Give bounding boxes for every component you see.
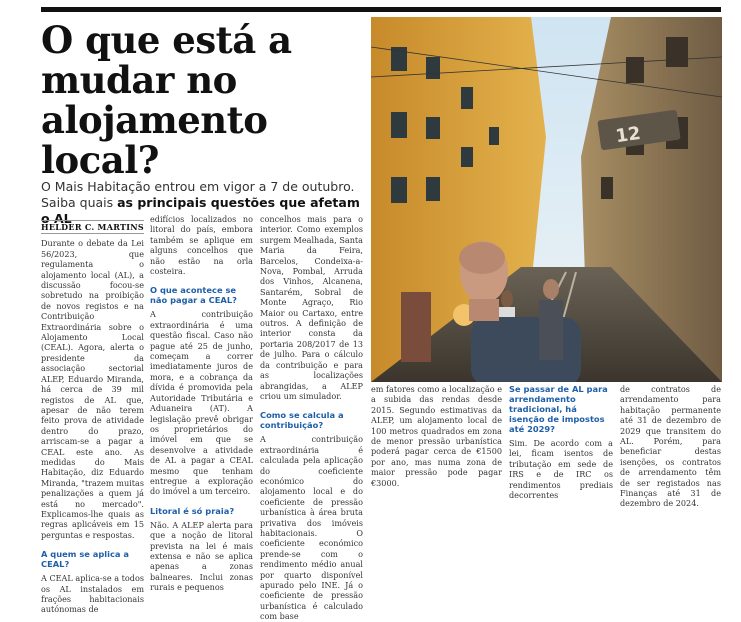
answer-paragraph: A contribuição extraordinária é uma questão fiscal. Caso não pague até 25 de junho, começam a correr imediatamente juros de mora, e a cobrança da dívida é promovida pela Autoridade Tributária e Aduaneira (AT). A legislação prevê obrigar os proprietários do imóvel em que se desenvolve a atividade de AL a pagar a CEAL mesmo que tenham entregue a exploração do imóvel a um terceiro. bbox=[150, 309, 253, 497]
top-rule bbox=[41, 7, 721, 12]
lead-emphasis: as principais questões que afetam o AL bbox=[41, 195, 360, 226]
body-paragraph: em fatores como a localização e a subida das rendas desde 2015. Segundo estimativas da ALEP, um alojamento local de 100 metros quadrados em zona de menor pressão urbanística poderá pagar cerca de €1500 por ano, mas numa zona de maior pressão pode pagar €3000. bbox=[371, 384, 502, 488]
question-heading: O que acontece se não pagar a CEAL? bbox=[150, 285, 237, 306]
article-column-6 bbox=[620, 384, 721, 509]
question-heading: Litoral é só praia? bbox=[150, 505, 235, 516]
article-column-4 bbox=[371, 384, 502, 488]
article-column-1 bbox=[41, 220, 144, 615]
byline: HELDER C. MARTINS bbox=[41, 220, 144, 234]
intro-paragraph: Durante o debate da Lei 56/2023, que regulamenta o alojamento local (AL), a discussão focou-se sobretudo na proibição de novos registos e na Contribuição Extraordinária sobre o Alojamento Local (CEAL). Agora, alerta o presidente da associação sectorial ALEP, Eduardo Miranda, há cerca de 39 mil registos de AL que, apesar de não terem feito prova de atividade dentro do prazo, arriscam-se a pagar a CEAL este ano. As medidas do Mais Habitação, diz Eduardo Miranda, "trazem muitas penalizações a quem já está no mercado". Explicamos-lhe quais as regras aplicáveis em 15 perguntas e respostas. bbox=[41, 238, 144, 540]
article-column-3 bbox=[260, 214, 363, 622]
question-heading: A quem se aplica a CEAL? bbox=[41, 549, 130, 570]
article-column-2 bbox=[150, 214, 253, 593]
question-heading: Se passar de AL para arrendamento tradicional, há isenção de impostos até 2029? bbox=[509, 384, 608, 434]
question-heading: Como se calcula a contribuição? bbox=[260, 410, 344, 431]
answer-paragraph: A contribuição extraordinária é calculada pela aplicação do coeficiente económico do alojamento local e do coeficiente de pressão urbanística à área bruta privativa dos imóveis habitacionais. O coeficiente económico prende-se com o rendimento médio anual por quarto disponível apurado pelo INE. Já o coeficiente de pressão urbanística é calculado com base bbox=[260, 434, 363, 622]
lead-text: O Mais Habitação entrou em vigor a 7 de outubro. Saiba quais bbox=[41, 179, 355, 210]
street-photo bbox=[371, 17, 722, 382]
tram-sign: 12 bbox=[614, 122, 643, 148]
body-paragraph: edifícios localizados no litoral do país, embora também se aplique em alguns concelhos que não estão na orla costeira. bbox=[150, 214, 253, 277]
body-paragraph: de contratos de arrendamento para habitação permanente até 31 de dezembro de 2029 que transitem do AL. Porém, para beneficiar destas isenções, os contratos de arrendamento têm de ser registados nas Finanças até 31 de dezembro de 2024. bbox=[620, 384, 721, 509]
body-paragraph: concelhos mais para o interior. Como exemplos surgem Mealhada, Santa Maria da Feira, Barcelos, Condeixa-a-Nova, Pombal, Arruda dos Vinhos, Alcanena, Santarém, Sobral de Monte Agraço, Rio Maior ou Cartaxo, entre outros. A definição de interior consta da portaria 208/2017 de 13 de julho. Para o cálculo da contribuição e para as localizações abrangidas, a ALEP criou um simulador. bbox=[260, 214, 363, 401]
answer-paragraph: A CEAL aplica-se a todos os AL instalados em frações habitacionais autónomas de bbox=[41, 573, 144, 615]
page-title: O que está a mudar no alojamento local? bbox=[41, 18, 292, 182]
answer-paragraph: Não. A ALEP alerta para que a noção de litoral prevista na lei é mais extensa e não se aplica apenas a zonas balneares. Inclui zonas rurais e pequenos bbox=[150, 519, 253, 593]
article-column-5 bbox=[509, 384, 613, 500]
answer-paragraph: Sim. De acordo com a lei, ficam isentos de tributação em sede de IRS e de IRC os rendimentos prediais decorrentes bbox=[509, 438, 613, 501]
